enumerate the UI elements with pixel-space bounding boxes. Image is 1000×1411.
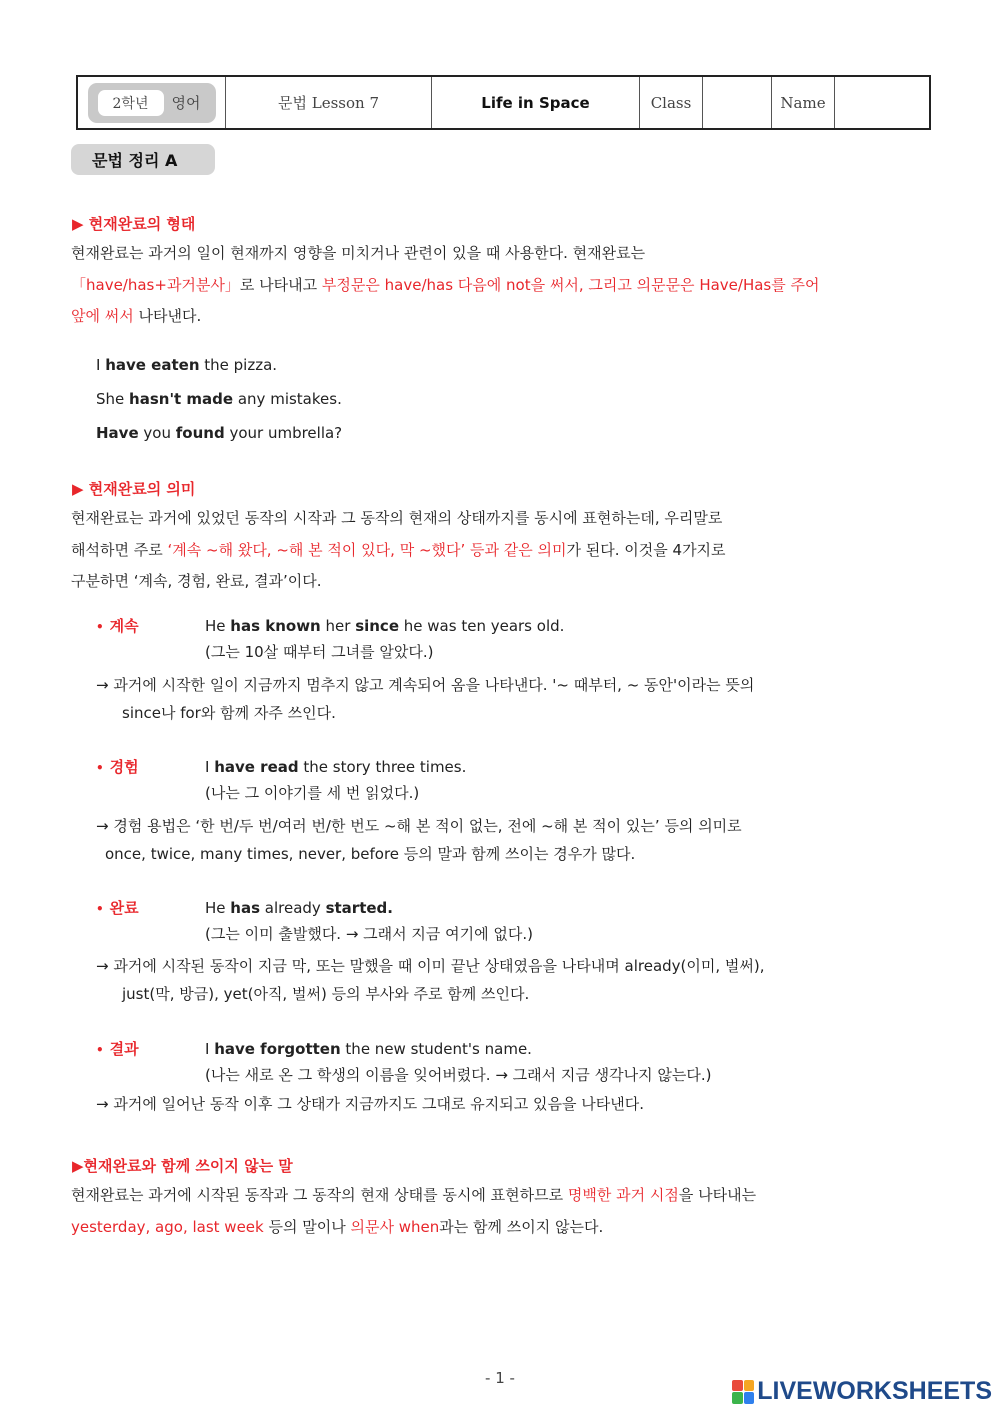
liveworksheets-logo[interactable] xyxy=(732,1377,992,1406)
meaning-heading: ▶ 현재완료의 의미 xyxy=(72,480,196,498)
usage-label-experience: • 경험 xyxy=(96,758,139,776)
name-value-field[interactable] xyxy=(835,77,929,128)
notused-line-2: yesterday, ago, last week 등의 말이나 의문사 when과는 함께 쓰이지 않는다. xyxy=(71,1217,604,1236)
logo-square-v xyxy=(732,1392,743,1404)
header-table xyxy=(76,75,931,130)
notused-paragraph xyxy=(71,1180,929,1243)
usage-label-continuation: • 계속 xyxy=(96,617,139,635)
grade-subject-cell xyxy=(78,77,226,128)
class-label: Class xyxy=(640,77,703,128)
class-value-field[interactable] xyxy=(703,77,772,128)
logo-square-i xyxy=(744,1380,755,1392)
notused-line-1: 현재완료는 과거에 시작된 동작과 그 동작의 현재 상태를 동시에 표현하므로 명백한 과거 시점을 나타내는 xyxy=(71,1186,757,1204)
form-heading: ▶ 현재완료의 형태 xyxy=(72,215,196,233)
meaning-line-1: 현재완료는 과거에 있었던 동작의 시작과 그 동작의 현재의 상태까지를 동시에 표현하는데, 우리말로 xyxy=(71,509,723,527)
example-3: Have you found your umbrella? xyxy=(96,424,343,442)
example-1: I have eaten the pizza. xyxy=(96,356,278,374)
notused-heading: ▶현재완료와 함께 쓰이지 않는 말 xyxy=(72,1157,293,1175)
logo-text: LIVEWORKSHEETS xyxy=(757,1377,992,1405)
example-2: She hasn't made any mistakes. xyxy=(96,390,342,408)
form-paragraph xyxy=(71,238,929,333)
section-tag: 문법 정리 A xyxy=(71,144,215,175)
form-line-1: 현재완료는 과거의 일이 현재까지 영향을 미치거나 관련이 있을 때 사용한다. 현재완료는 xyxy=(71,244,646,262)
logo-mark-icon xyxy=(732,1380,754,1404)
form-line-3: 앞에 써서 나타낸다. xyxy=(71,307,202,325)
form-line-2: 「have/has+과거분사」로 나타내고 부정문은 have/has 다음에 not을 써서, 그리고 의문문은 Have/Has를 주어 xyxy=(71,275,820,294)
meaning-paragraph xyxy=(71,503,929,598)
meaning-line-2: 해석하면 주로 ‘계속 ~해 왔다, ~해 본 적이 있다, 막 ~했다’ 등과 같은 의미가 된다. 이것을 4가지로 xyxy=(71,540,726,559)
logo-square-e xyxy=(744,1392,755,1404)
grade-badge xyxy=(88,83,216,123)
meaning-line-3: 구분하면 ‘계속, 경험, 완료, 결과’이다. xyxy=(71,572,322,590)
name-label: Name xyxy=(772,77,835,128)
usage-example-continuation: He has known her since he was ten years old. (그는 10살 때부터 그녀를 알았다.) xyxy=(205,617,565,661)
usage-note-completion: → 과거에 시작된 동작이 지금 막, 또는 말했을 때 이미 끝난 상태였음을 나타내며 already(이미, 벌써), just(막, 방금), yet(아직, 벌써) 등의 부사와 주로 함께 쓰인다. xyxy=(96,957,765,1003)
page-number: - 1 - xyxy=(485,1369,515,1387)
usage-example-experience: I have read the story three times. (나는 그 이야기를 세 번 읽었다.) xyxy=(205,758,467,802)
grade-label: 2학년 xyxy=(98,90,164,116)
lesson-title: Life in Space xyxy=(432,77,640,128)
lesson-label: 문법 Lesson 7 xyxy=(226,77,432,128)
usage-example-result: I have forgotten the new student's name. (나는 새로 온 그 학생의 이름을 잊어버렸다. → 그래서 지금 생각나지 않는다.) xyxy=(205,1040,712,1084)
usage-example-completion: He has already started. (그는 이미 출발했다. → 그래서 지금 여기에 없다.) xyxy=(205,899,534,943)
logo-square-l xyxy=(732,1380,743,1392)
subject-label: 영어 xyxy=(171,94,201,112)
usage-note-continuation: → 과거에 시작한 일이 지금까지 멈추지 않고 계속되어 옴을 나타낸다. '~ 때부터, ~ 동안'이라는 뜻의 since나 for와 함께 자주 쓰인다. xyxy=(96,676,755,722)
usage-note-result: → 과거에 일어난 동작 이후 그 상태가 지금까지도 그대로 유지되고 있음을 나타낸다. xyxy=(96,1095,644,1113)
usage-label-completion: • 완료 xyxy=(96,899,139,917)
usage-label-result: • 결과 xyxy=(96,1040,139,1058)
usage-note-experience: → 경험 용법은 ‘한 번/두 번/여러 번/한 번도 ~해 본 적이 없는, 전에 ~해 본 적이 있는’ 등의 의미로 once, twice, many times, never, before 등의 말과 함께 쓰이는 경우가 많다. xyxy=(96,817,742,863)
